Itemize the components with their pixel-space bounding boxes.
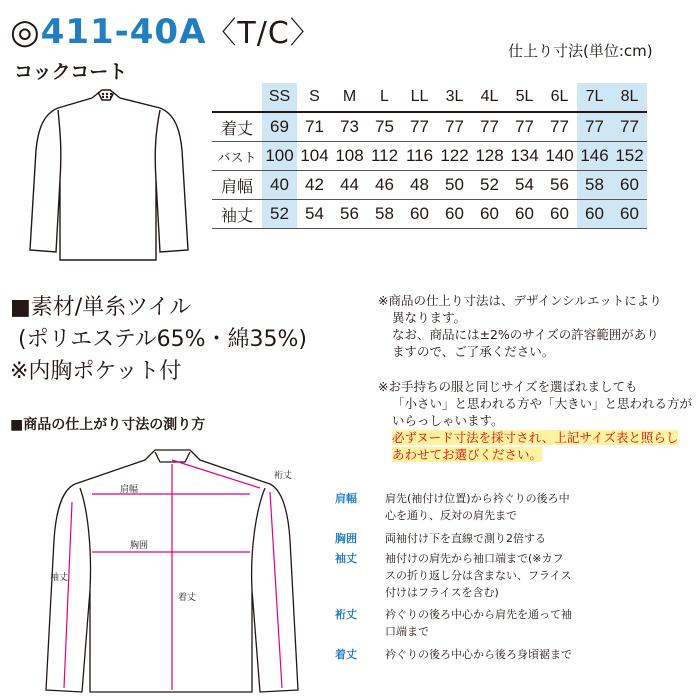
size-header: 8L	[612, 83, 647, 112]
product-title	[10, 8, 321, 52]
product-name: コックコート	[14, 61, 128, 83]
table-cell: 42	[297, 171, 332, 200]
row-label: 袖丈	[212, 200, 262, 229]
note-line: 異なります。	[392, 310, 467, 325]
table-cell: 77	[612, 112, 647, 142]
table-cell: 112	[367, 142, 402, 171]
table-cell: 52	[262, 200, 297, 229]
sleeve-label: 袖丈	[50, 573, 69, 583]
fabric-type: 〈T/C〉	[206, 16, 321, 51]
coat-back-illustration	[10, 80, 210, 270]
definition-line: 衿ぐりの後ろ中心から肩先を通って袖	[385, 608, 572, 621]
yuki-label: 裄丈	[274, 471, 293, 481]
table-cell: 60	[542, 200, 577, 229]
definition-text	[385, 490, 675, 524]
definition-line: 付けはフライスを含む)	[385, 586, 499, 599]
table-cell: 50	[437, 171, 472, 200]
table-cell: 128	[472, 142, 507, 171]
definition-line: 衿ぐりの後ろ中心から後ろ身頃裾まで	[385, 648, 572, 661]
definition-line: 口端まで	[385, 625, 429, 638]
definition-term: 裄丈	[335, 608, 357, 621]
table-cell: 134	[507, 142, 542, 171]
table-cell: 58	[367, 200, 402, 229]
table-cell: 54	[297, 200, 332, 229]
size-header: SS	[262, 83, 297, 112]
definition-text	[385, 550, 675, 601]
chest-label: 胸囲	[130, 541, 149, 551]
table-cell: 60	[402, 200, 437, 229]
table-cell: 44	[332, 171, 367, 200]
highlight-note-line: 必ずヌード寸法を採寸され、上記サイズ表と照らし	[392, 430, 679, 445]
definition-text	[385, 646, 675, 663]
table-cell: 108	[332, 142, 367, 171]
note-line: ますので、ご了承ください。	[392, 344, 555, 359]
table-cell: 60	[472, 200, 507, 229]
table-cell: 146	[577, 142, 612, 171]
table-row	[212, 142, 647, 171]
table-cell: 56	[332, 200, 367, 229]
product-code: 411-40A	[40, 12, 207, 52]
definition-line: 袖付けの肩先から袖口端まで(※カフ	[385, 552, 564, 565]
note-line: 「小さい」と思われる方や「大きい」と思われる方が	[392, 396, 693, 411]
table-cell: 56	[542, 171, 577, 200]
table-cell: 140	[542, 142, 577, 171]
table-cell: 152	[612, 142, 647, 171]
definition-line: 肩先(袖付け位置)から衿ぐりの後ろ中	[385, 492, 570, 505]
table-cell: 77	[507, 112, 542, 142]
table-cell: 60	[507, 200, 542, 229]
length-label: 着丈	[178, 593, 197, 603]
definition-term: 肩幅	[335, 492, 357, 505]
definition-text	[385, 606, 675, 640]
size-header: LL	[402, 83, 437, 112]
table-cell: 48	[402, 171, 437, 200]
table-row	[212, 171, 647, 200]
measurement-diagram	[20, 440, 320, 695]
shoulder-label: 肩幅	[120, 485, 139, 495]
table-cell: 40	[262, 171, 297, 200]
table-cell: 58	[577, 171, 612, 200]
table-cell: 77	[402, 112, 437, 142]
size-header: L	[367, 83, 402, 112]
table-cell: 77	[437, 112, 472, 142]
material-line: ■素材/単糸ツイル	[10, 295, 192, 320]
size-header: 6L	[542, 83, 577, 112]
table-cell: 122	[437, 142, 472, 171]
note-line: ※お手持ちの服と同じサイズを選ばれましても	[378, 379, 638, 394]
table-cell: 104	[297, 142, 332, 171]
row-label: 肩幅	[212, 171, 262, 200]
table-row	[212, 200, 647, 229]
size-header: 4L	[472, 83, 507, 112]
table-cell: 60	[612, 171, 647, 200]
definition-term: 袖丈	[335, 552, 357, 565]
definition-term: 胸囲	[335, 532, 357, 545]
table-cell: 77	[542, 112, 577, 142]
table-cell: 60	[612, 200, 647, 229]
note-line: なお、商品には±2%のサイズの許容範囲があり	[392, 327, 659, 342]
measure-section-title: ■商品の仕上がり寸法の測り方	[10, 417, 206, 433]
size-table	[212, 83, 647, 229]
bullet-mark: ◎	[10, 12, 41, 52]
definition-term: 着丈	[335, 648, 357, 661]
note-line: ※商品の仕上り寸法は、デザインシルエットにより	[378, 293, 662, 308]
size-header: 7L	[577, 83, 612, 112]
table-cell: 54	[507, 171, 542, 200]
table-cell: 71	[297, 112, 332, 142]
table-cell: 100	[262, 142, 297, 171]
table-cell: 60	[437, 200, 472, 229]
table-cell: 46	[367, 171, 402, 200]
size-header: M	[332, 83, 367, 112]
definition-line: 心を通り、反対の肩先まで	[385, 509, 517, 522]
table-row	[212, 112, 647, 142]
pocket-note: ※内胸ポケット付	[10, 359, 182, 384]
table-cell: 69	[262, 112, 297, 142]
definition-line: スの折り返し分は含まない、フライス	[385, 569, 572, 582]
material-composition: (ポリエステル65%・綿35%)	[18, 327, 307, 352]
row-label: バスト	[212, 142, 262, 171]
corner-cell	[212, 83, 262, 112]
table-cell: 73	[332, 112, 367, 142]
table-cell: 52	[472, 171, 507, 200]
row-label: 着丈	[212, 112, 262, 142]
table-cell: 77	[577, 112, 612, 142]
table-cell: 116	[402, 142, 437, 171]
size-choice-note	[378, 378, 692, 463]
table-cell: 75	[367, 112, 402, 142]
note-line: いらっしゃいます。	[392, 413, 504, 428]
size-header: 3L	[437, 83, 472, 112]
size-tolerance-note	[378, 292, 662, 360]
highlight-note-line: あわせてお選びください。	[392, 447, 543, 462]
definition-line: 両袖付け下を直線で測り2倍する	[385, 532, 546, 545]
definition-text	[385, 530, 675, 547]
size-header: 5L	[507, 83, 542, 112]
table-cell: 60	[577, 200, 612, 229]
table-cell: 77	[472, 112, 507, 142]
size-header-row	[212, 83, 647, 112]
size-header: S	[297, 83, 332, 112]
unit-label: 仕上り寸法(単位:cm)	[508, 42, 653, 60]
